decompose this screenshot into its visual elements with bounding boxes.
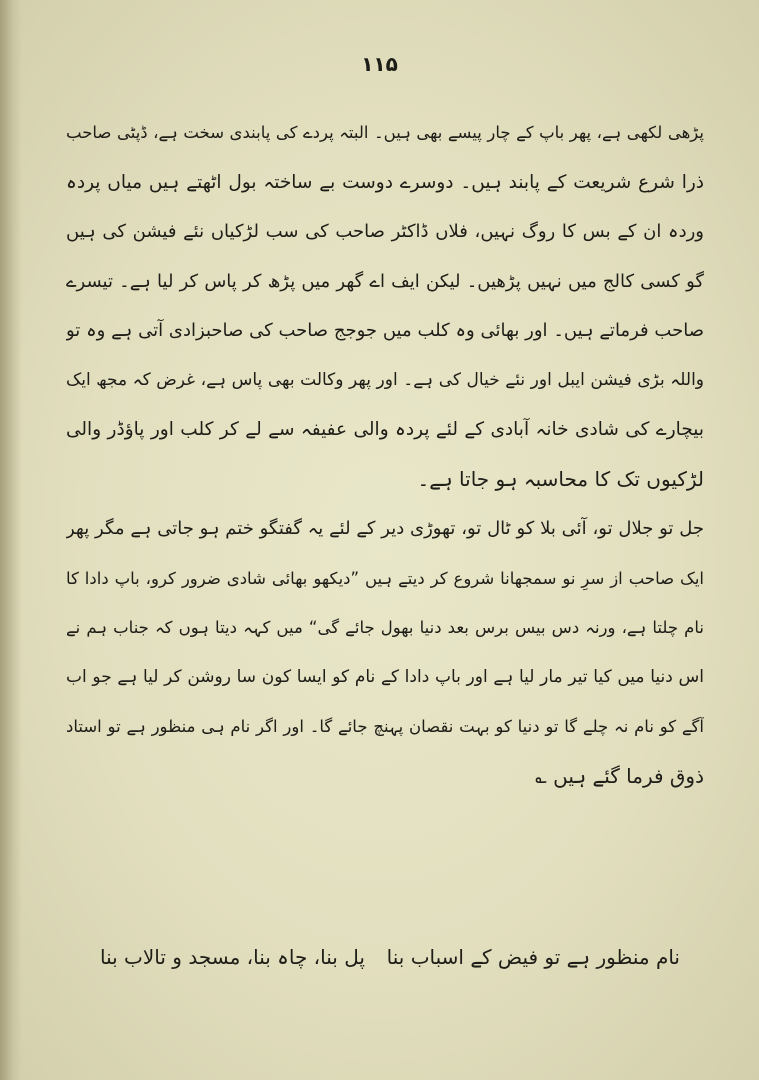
text-line: بیچارے کی شادی خانہ آبادی کے لئے پردہ والی عفیفہ سے لے کر کلب اور پاؤڈر والی	[66, 419, 704, 440]
text-line-verse-intro: ذوق فرما گئے ہیں ؎	[535, 763, 704, 788]
verse-second-half: پل بنا، چاہ بنا، مسجد و تالاب بنا	[100, 945, 365, 969]
text-line: اس دنیا میں کیا تیر مار لیا ہے اور باپ دادا کے نام کو ایسا کون سا روشن کر لیا ہے جو اب	[66, 666, 704, 687]
verse-first-half: نام منظور ہے تو فیض کے اسباب بنا	[386, 945, 680, 969]
text-line: آگے کو نام نہ چلے گا تو دنیا کو بہت نقصان پہنچ جائے گا۔ اور اگر نام ہی منظور ہے تو استاد	[66, 717, 704, 736]
text-line: گو کسی کالج میں نہیں پڑھیں۔ لیکن ایف اے گھر میں پڑھ کر پاس کر لیا ہے۔ تیسرے	[66, 270, 704, 292]
text-line: پڑھی لکھی ہے، پھر باپ کے چار پیسے بھی ہیں۔ البتہ پردے کی پابندی سخت ہے، ڈپٹی صاحب	[66, 123, 704, 142]
body-text	[66, 108, 704, 801]
text-line: ذرا شرع شریعت کے پابند ہیں۔ دوسرے دوست بے ساختہ بول اٹھتے ہیں میاں پردہ	[66, 171, 704, 193]
page-binding-shadow	[0, 0, 22, 1080]
text-line: نام چلتا ہے، ورنہ دس بیس برس بعد دنیا بھول جائے گی“ میں کہہ دیتا ہوں کہ جناب ہم نے	[66, 618, 704, 637]
text-line-paragraph-end: لڑکیوں تک کا محاسبہ ہو جاتا ہے۔	[417, 466, 704, 491]
page-number: ۱۱۵	[361, 52, 398, 76]
verse-couplet	[100, 932, 680, 982]
text-line: جل تو جلال تو، آئی بلا کو ٹال تو، تھوڑی دیر کے لئے یہ گفتگو ختم ہو جاتی ہے مگر پھر	[66, 518, 704, 539]
text-line: صاحب فرماتے ہیں۔ اور بھائی وہ کلب میں جوجج صاحب کی صاحبزادی آتی ہے وہ تو	[66, 320, 704, 341]
text-line: واللہ بڑی فیشن ایبل اور نئے خیال کی ہے۔ اور پھر وکالت بھی پاس ہے، غرض کہ مجھ ایک	[66, 369, 704, 390]
text-line: ایک صاحب از سرِ نو سمجھانا شروع کر دیتے ہیں ”دیکھو بھائی شادی ضرور کرو، باپ دادا کا	[66, 568, 704, 588]
text-line: وردہ ان کے بس کا روگ نہیں، فلاں ڈاکٹر صاحب کی سب لڑکیاں نئے فیشن کی ہیں	[66, 221, 704, 242]
